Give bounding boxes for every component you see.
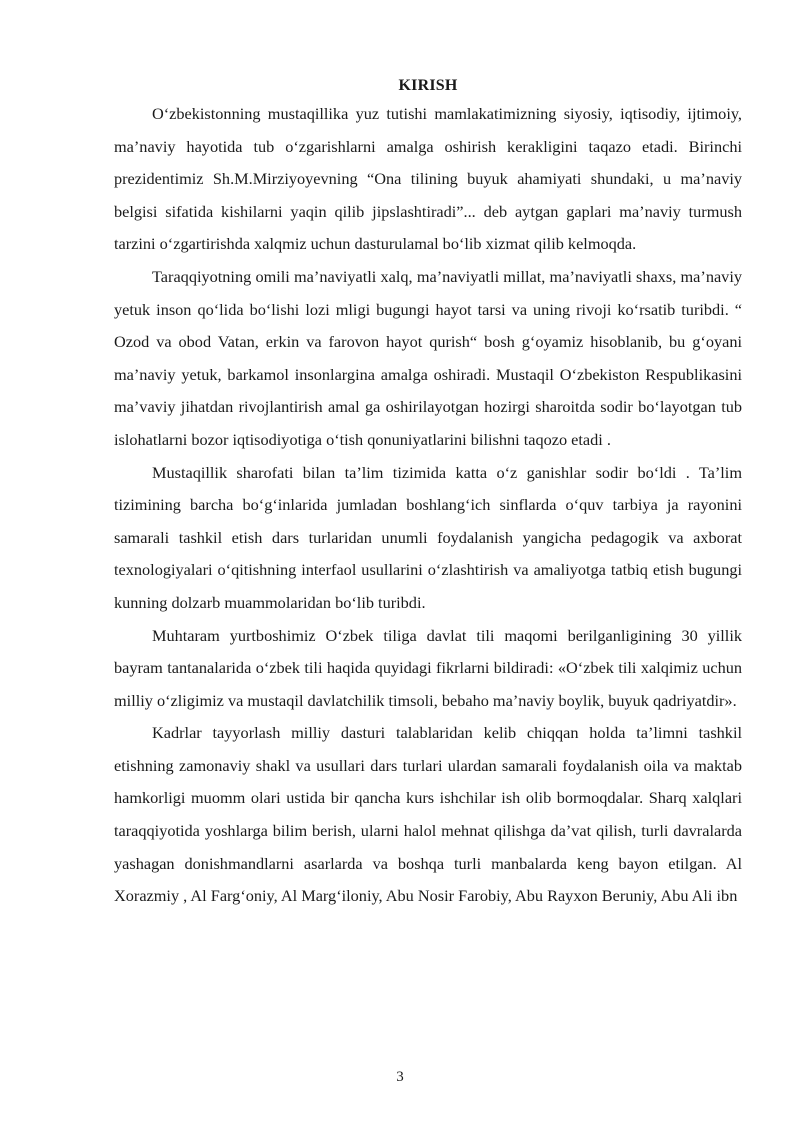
paragraph-4: Muhtaram yurtboshimiz O‘zbek tiliga davlat tili maqomi berilganligining 30 yillik bayram tantanalarida o‘zbek tili haqida quyidagi fikrlarni bildiradi: «O‘zbek tili xalqimiz uchun milliy o‘zligimiz va mustaqil davlatchilik timsoli, bebaho ma’naviy boylik, buyuk qadriyatdir». (114, 625, 742, 710)
section-heading: KIRISH (398, 77, 458, 94)
paragraph-5: Kadrlar tayyorlash milliy dasturi talablaridan kelib chiqqan holda ta’limni tashkil etishning zamonaviy shakl va usullari dars turlari ulardan samarali foydalanish oila va maktab hamkorligi muomm olari ustida bir qancha kurs ishchilar ish olib bormoqdalar. Sharq xalqlari taraqqiyotida yoshlarga bilim berish, ularni halol mehnat qilishga da’vat qilish, turli davralarda yashagan donishmandlarni asarlarda va boshqa turli manbalarda keng bayon etilgan. Al Xorazmiy , Al Farg‘oniy, Al Marg‘iloniy, Abu Nosir Farobiy, Abu Rayxon Beruniy, Abu Ali ibn (114, 723, 742, 906)
paragraph-1: O‘zbekistonning mustaqillika yuz tutishi mamlakatimizning siyosiy, iqtisodiy, ijtimoiy, ma’naviy hayotida tub o‘zgarishlarni amalga oshirish kerakligini taqazo etadi. Birinchi prezidentimiz Sh.M.Mirziyoyevning “Ona tilining buyuk ahamiyati shundaki, u ma’naviy belgisi sifatida kishilarni yaqin qilib jipslashtiradi”... deb aytgan gaplari ma’naviy turmush tarzini o‘zgartirishda xalqmiz uchun dasturulamal bo‘lib xizmat qilib kelmoqda. (114, 104, 742, 254)
page-number: 3 (396, 1069, 404, 1085)
page-content (114, 76, 742, 913)
paragraph-3: Mustaqillik sharofati bilan ta’lim tizimida katta o‘z ganishlar sodir bo‘ldi . Ta’lim tizimining barcha bo‘g‘inlarida jumladan boshlang‘ich sinflarda o‘quv tarbiya ja rayonini samarali tashkil etish dars turlaridan unumli foydalanish yangicha pedagogik va axborat texnologiyalari o‘qitishning interfaol usullarini o‘zlashtirish va amaliyotga tatbiq etish bugungi kunning dolzarb muammolaridan bo‘lib turibdi. (114, 462, 742, 612)
paragraph-2: Taraqqiyotning omili ma’naviyatli xalq, ma’naviyatli millat, ma’naviyatli shaxs, ma’naviy yetuk inson qo‘lida bo‘lishi lozi mligi bugungi hayot tarsi va uning rivoji ko‘rsatib turibdi. “ Ozod va obod Vatan, erkin va farovon hayot qurish“ bosh g‘oyamiz hisoblanib, bu g‘oyani ma’naviy yetuk, barkamol insonlargina amalga oshiradi. Mustaqil O‘zbekiston Respublikasini ma’vaviy jihatdan rivojlantirish amal ga oshirilayotgan hozirgi sharoitda sodir bo‘layotgan tub islohatlarni bozor iqtisodiyotiga o‘tish qonuniyatlarini bilishni taqozo etadi . (114, 266, 742, 449)
